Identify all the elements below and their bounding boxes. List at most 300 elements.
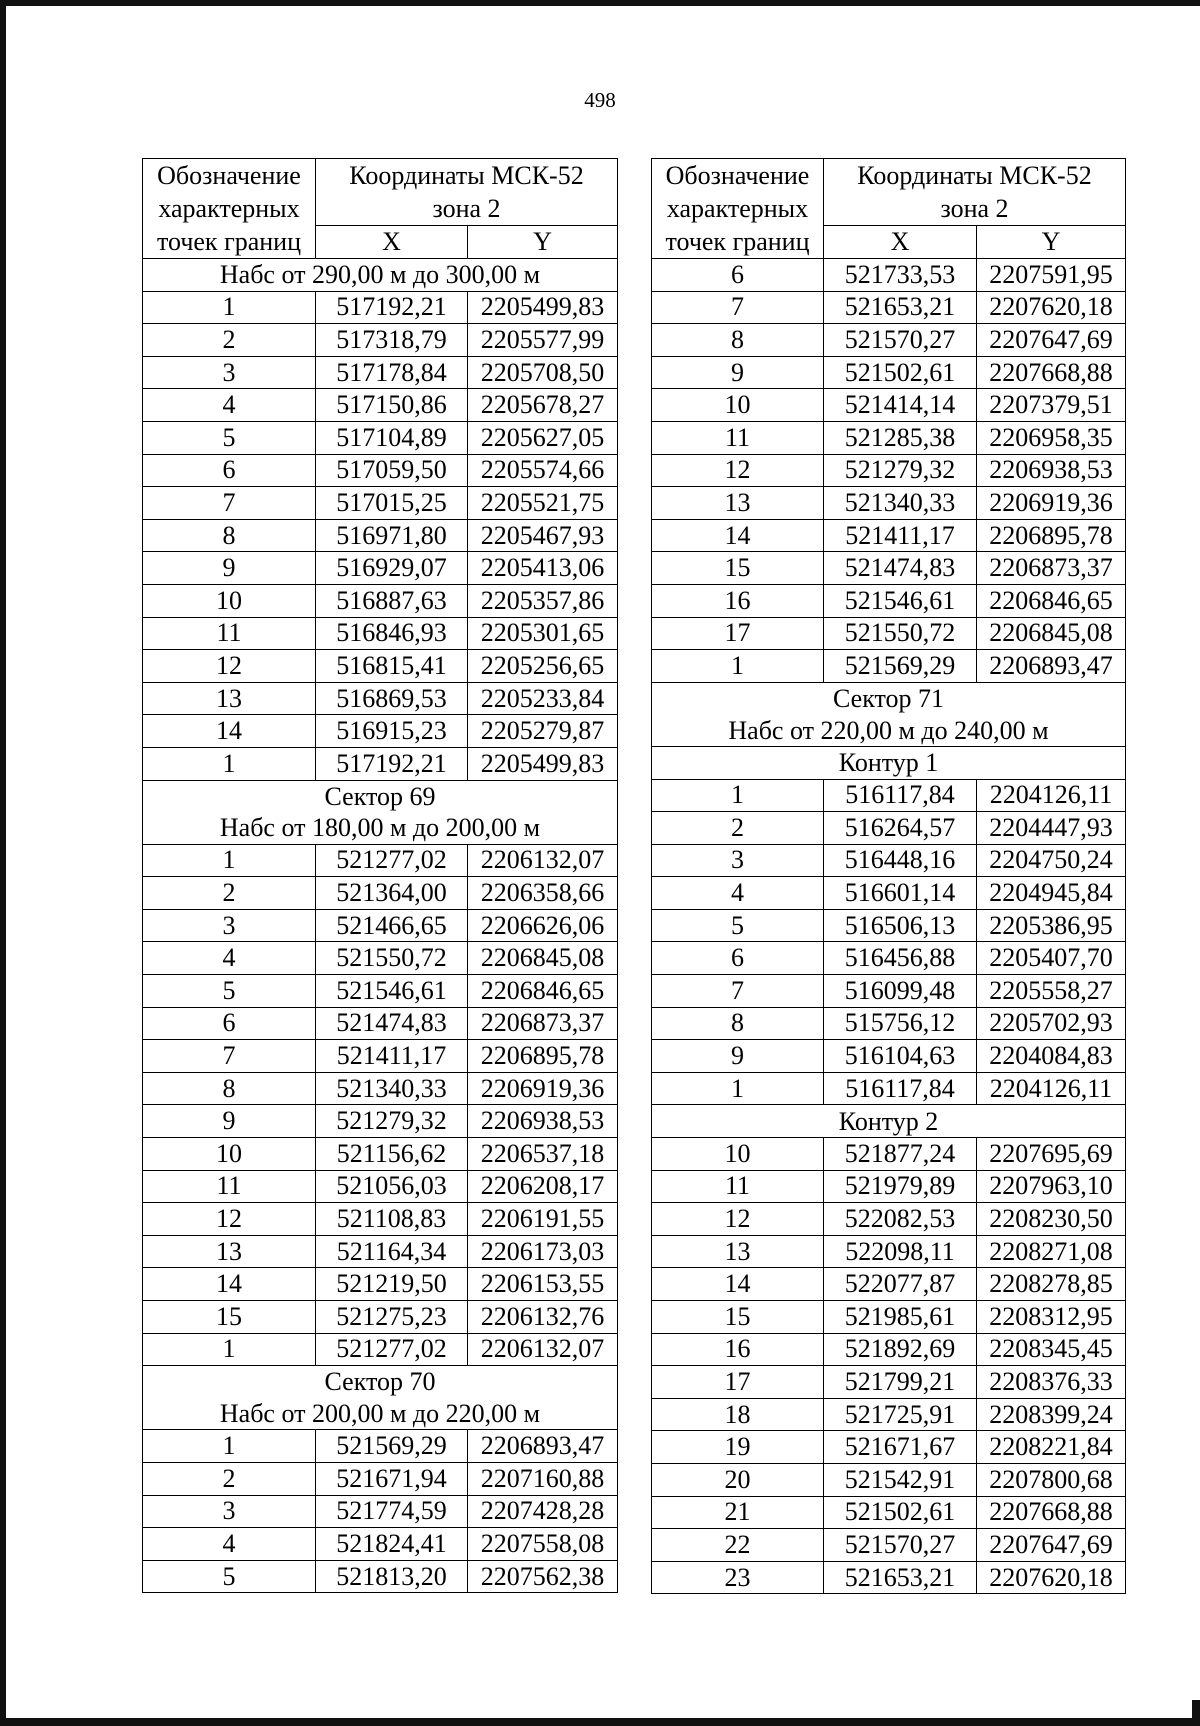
point-number-cell: 6: [652, 942, 824, 975]
x-coordinate-cell: 521546,61: [824, 584, 977, 617]
table-row: [652, 1268, 1126, 1301]
table-row: [143, 1430, 618, 1463]
section-row: [652, 714, 1126, 746]
x-coordinate-cell: 521569,29: [316, 1430, 468, 1463]
point-number-cell: 2: [143, 1462, 316, 1495]
point-number-cell: 4: [143, 389, 316, 422]
header-designation-line: точек границ: [665, 227, 810, 256]
x-coordinate-cell: 517178,84: [316, 356, 468, 389]
y-coordinate-cell: 2205279,87: [468, 715, 618, 748]
y-coordinate-cell: 2205627,05: [468, 421, 618, 454]
point-number-cell: 15: [652, 552, 824, 585]
y-coordinate-cell: 2208230,50: [977, 1203, 1126, 1236]
x-coordinate-cell: 521466,65: [316, 909, 468, 942]
table-row: [143, 1105, 618, 1138]
header-designation: [143, 159, 316, 259]
point-number-cell: 9: [143, 1105, 316, 1138]
point-number-cell: 2: [143, 877, 316, 910]
table-row: [652, 1040, 1126, 1073]
scan-border-right: [1192, 1700, 1200, 1726]
table-body: [143, 259, 618, 1593]
point-number-cell: 4: [143, 942, 316, 975]
y-coordinate-cell: 2206919,36: [468, 1072, 618, 1105]
y-coordinate-cell: 2206938,53: [977, 454, 1126, 487]
header-coordinates: [316, 159, 618, 226]
x-coordinate-cell: 516846,93: [316, 617, 468, 650]
y-coordinate-cell: 2206895,78: [468, 1040, 618, 1073]
x-coordinate-cell: 521340,33: [316, 1072, 468, 1105]
point-number-cell: 6: [652, 259, 824, 292]
x-coordinate-cell: 516915,23: [316, 715, 468, 748]
point-number-cell: 10: [652, 1138, 824, 1171]
point-number-cell: 13: [652, 487, 824, 520]
x-coordinate-cell: 521570,27: [824, 324, 977, 357]
x-coordinate-cell: 521542,91: [824, 1463, 977, 1496]
y-coordinate-cell: 2205357,86: [468, 584, 618, 617]
table-row: [143, 324, 618, 357]
table-row: [143, 975, 618, 1008]
point-number-cell: 11: [652, 1170, 824, 1203]
y-coordinate-cell: 2206895,78: [977, 519, 1126, 552]
table-row: [143, 389, 618, 422]
table-row: [652, 487, 1126, 520]
y-coordinate-cell: 2206938,53: [468, 1105, 618, 1138]
header-y: Y: [468, 226, 618, 259]
point-number-cell: 1: [143, 1333, 316, 1366]
point-number-cell: 16: [652, 584, 824, 617]
section-row: [652, 1105, 1126, 1138]
page-number: 498: [584, 88, 616, 112]
x-coordinate-cell: 521671,94: [316, 1462, 468, 1495]
table-row: [143, 1268, 618, 1301]
table-row: [143, 421, 618, 454]
y-coordinate-cell: 2206132,76: [468, 1301, 618, 1334]
table-row: [652, 519, 1126, 552]
section-row: [143, 259, 618, 292]
table-header: [143, 159, 618, 259]
table-row: [143, 942, 618, 975]
table-row: [652, 1203, 1126, 1236]
section-row: [143, 780, 618, 812]
y-coordinate-cell: 2207379,51: [977, 389, 1126, 422]
table-row: [143, 1528, 618, 1561]
table-row: [652, 779, 1126, 812]
point-number-cell: 8: [652, 1007, 824, 1040]
point-number-cell: 5: [143, 1560, 316, 1593]
table-row: [652, 584, 1126, 617]
x-coordinate-cell: 516117,84: [824, 1072, 977, 1105]
section-row: [652, 682, 1126, 714]
point-number-cell: 3: [143, 1495, 316, 1528]
table-row: [652, 1496, 1126, 1529]
y-coordinate-cell: 2204750,24: [977, 844, 1126, 877]
point-number-cell: 1: [652, 650, 824, 683]
y-coordinate-cell: 2207591,95: [977, 259, 1126, 292]
point-number-cell: 5: [143, 975, 316, 1008]
header-coordinates-line: Координаты МСК-52: [349, 161, 584, 191]
table-row: [652, 844, 1126, 877]
y-coordinate-cell: 2207558,08: [468, 1528, 618, 1561]
point-number-cell: 3: [143, 356, 316, 389]
x-coordinate-cell: 516456,88: [824, 942, 977, 975]
x-coordinate-cell: 521979,89: [824, 1170, 977, 1203]
table-row: [143, 844, 618, 877]
x-coordinate-cell: 521275,23: [316, 1301, 468, 1334]
point-number-cell: 12: [652, 1203, 824, 1236]
x-coordinate-cell: 516264,57: [824, 812, 977, 845]
x-coordinate-cell: 521279,32: [824, 454, 977, 487]
y-coordinate-cell: 2204084,83: [977, 1040, 1126, 1073]
scan-border-left: [0, 0, 6, 1726]
x-coordinate-cell: 516104,63: [824, 1040, 977, 1073]
point-number-cell: 15: [143, 1301, 316, 1334]
x-coordinate-cell: 516869,53: [316, 682, 468, 715]
y-coordinate-cell: 2205407,70: [977, 942, 1126, 975]
y-coordinate-cell: 2205467,93: [468, 519, 618, 552]
table-row: [652, 356, 1126, 389]
section-row: [143, 812, 618, 844]
x-coordinate-cell: 521474,83: [824, 552, 977, 585]
point-number-cell: 14: [652, 1268, 824, 1301]
point-number-cell: 12: [143, 1203, 316, 1236]
y-coordinate-cell: 2206358,66: [468, 877, 618, 910]
point-number-cell: 13: [652, 1235, 824, 1268]
table-row: [652, 1301, 1126, 1334]
y-coordinate-cell: 2206893,47: [977, 650, 1126, 683]
y-coordinate-cell: 2206132,07: [468, 1333, 618, 1366]
x-coordinate-cell: 522082,53: [824, 1203, 977, 1236]
section-heading: Сектор 71: [652, 682, 1126, 714]
y-coordinate-cell: 2206626,06: [468, 909, 618, 942]
point-number-cell: 9: [143, 552, 316, 585]
point-number-cell: 23: [652, 1561, 824, 1594]
y-coordinate-cell: 2206132,07: [468, 844, 618, 877]
x-coordinate-cell: 521411,17: [316, 1040, 468, 1073]
point-number-cell: 10: [143, 1138, 316, 1171]
point-number-cell: 8: [143, 1072, 316, 1105]
y-coordinate-cell: 2207668,88: [977, 1496, 1126, 1529]
table-row: [652, 1561, 1126, 1594]
x-coordinate-cell: 521550,72: [316, 942, 468, 975]
point-number-cell: 14: [143, 1268, 316, 1301]
y-coordinate-cell: 2206153,55: [468, 1268, 618, 1301]
y-coordinate-cell: 2207160,88: [468, 1462, 618, 1495]
y-coordinate-cell: 2208278,85: [977, 1268, 1126, 1301]
x-coordinate-cell: 521502,61: [824, 356, 977, 389]
header-designation-line: Обозначение: [665, 161, 810, 190]
table-row: [143, 650, 618, 683]
x-coordinate-cell: 517150,86: [316, 389, 468, 422]
point-number-cell: 3: [652, 844, 824, 877]
point-number-cell: 16: [652, 1333, 824, 1366]
x-coordinate-cell: 517318,79: [316, 324, 468, 357]
x-coordinate-cell: 521277,02: [316, 844, 468, 877]
point-number-cell: 20: [652, 1463, 824, 1496]
table-body: [652, 259, 1126, 1594]
point-number-cell: 12: [652, 454, 824, 487]
table-row: [143, 1560, 618, 1593]
x-coordinate-cell: 516448,16: [824, 844, 977, 877]
header-x: X: [316, 226, 468, 259]
y-coordinate-cell: 2205708,50: [468, 356, 618, 389]
table-row: [652, 812, 1126, 845]
point-number-cell: 3: [143, 909, 316, 942]
y-coordinate-cell: 2208312,95: [977, 1301, 1126, 1334]
table-row: [143, 1301, 618, 1334]
x-coordinate-cell: 521364,00: [316, 877, 468, 910]
point-number-cell: 7: [652, 975, 824, 1008]
x-coordinate-cell: 516887,63: [316, 584, 468, 617]
y-coordinate-cell: 2207963,10: [977, 1170, 1126, 1203]
table-row: [143, 519, 618, 552]
section-heading: Контур 2: [652, 1105, 1126, 1138]
point-number-cell: 10: [143, 584, 316, 617]
table-row: [652, 259, 1126, 292]
x-coordinate-cell: 521156,62: [316, 1138, 468, 1171]
table-row: [652, 1170, 1126, 1203]
x-coordinate-cell: 521569,29: [824, 650, 977, 683]
x-coordinate-cell: 521056,03: [316, 1170, 468, 1203]
point-number-cell: 11: [143, 1170, 316, 1203]
x-coordinate-cell: 516506,13: [824, 909, 977, 942]
x-coordinate-cell: 521340,33: [824, 487, 977, 520]
table-row: [143, 1235, 618, 1268]
point-number-cell: 14: [143, 715, 316, 748]
y-coordinate-cell: 2207647,69: [977, 324, 1126, 357]
y-coordinate-cell: 2205574,66: [468, 454, 618, 487]
table-row: [652, 650, 1126, 683]
x-coordinate-cell: 515756,12: [824, 1007, 977, 1040]
y-coordinate-cell: 2206845,08: [468, 942, 618, 975]
x-coordinate-cell: 521414,14: [824, 389, 977, 422]
table-row: [652, 1333, 1126, 1366]
x-coordinate-cell: 521570,27: [824, 1529, 977, 1562]
header-y: Y: [977, 226, 1126, 259]
header-coordinates-line: зона 2: [432, 194, 501, 224]
y-coordinate-cell: 2206208,17: [468, 1170, 618, 1203]
section-heading: Сектор 69: [143, 780, 618, 812]
table-row: [143, 747, 618, 780]
table-row: [143, 682, 618, 715]
table-row: [652, 291, 1126, 324]
x-coordinate-cell: 516971,80: [316, 519, 468, 552]
scan-border-bottom: [0, 1718, 1200, 1726]
header-coordinates-line: Координаты МСК-52: [857, 161, 1092, 191]
point-number-cell: 7: [652, 291, 824, 324]
point-number-cell: 6: [143, 454, 316, 487]
point-number-cell: 2: [143, 324, 316, 357]
table-row: [652, 1431, 1126, 1464]
y-coordinate-cell: 2207428,28: [468, 1495, 618, 1528]
x-coordinate-cell: 516099,48: [824, 975, 977, 1008]
point-number-cell: 15: [652, 1301, 824, 1334]
section-row: [143, 1366, 618, 1398]
point-number-cell: 14: [652, 519, 824, 552]
point-number-cell: 5: [652, 909, 824, 942]
table-row: [143, 1495, 618, 1528]
point-number-cell: 13: [143, 1235, 316, 1268]
x-coordinate-cell: 516815,41: [316, 650, 468, 683]
x-coordinate-cell: 521502,61: [824, 1496, 977, 1529]
x-coordinate-cell: 521411,17: [824, 519, 977, 552]
table-row: [652, 1072, 1126, 1105]
y-coordinate-cell: 2204945,84: [977, 877, 1126, 910]
y-coordinate-cell: 2208221,84: [977, 1431, 1126, 1464]
y-coordinate-cell: 2207647,69: [977, 1529, 1126, 1562]
section-heading: Контур 1: [652, 746, 1126, 779]
table-row: [652, 1398, 1126, 1431]
y-coordinate-cell: 2207668,88: [977, 356, 1126, 389]
point-number-cell: 6: [143, 1007, 316, 1040]
table-row: [652, 324, 1126, 357]
scan-border-top: [0, 0, 1200, 6]
y-coordinate-cell: 2205499,83: [468, 291, 618, 324]
y-coordinate-cell: 2206846,65: [977, 584, 1126, 617]
y-coordinate-cell: 2206873,37: [468, 1007, 618, 1040]
y-coordinate-cell: 2208399,24: [977, 1398, 1126, 1431]
point-number-cell: 1: [143, 844, 316, 877]
x-coordinate-cell: 517192,21: [316, 291, 468, 324]
point-number-cell: 10: [652, 389, 824, 422]
point-number-cell: 5: [143, 421, 316, 454]
section-heading: Набс от 220,00 м до 240,00 м: [652, 714, 1126, 746]
point-number-cell: 11: [652, 421, 824, 454]
y-coordinate-cell: 2208376,33: [977, 1366, 1126, 1399]
section-heading: Набс от 200,00 м до 220,00 м: [143, 1398, 618, 1430]
point-number-cell: 7: [143, 487, 316, 520]
table-row: [652, 1366, 1126, 1399]
point-number-cell: 1: [143, 291, 316, 324]
point-number-cell: 18: [652, 1398, 824, 1431]
table-header: [652, 159, 1126, 259]
table-row: [652, 1463, 1126, 1496]
table-row: [652, 1529, 1126, 1562]
point-number-cell: 13: [143, 682, 316, 715]
x-coordinate-cell: 521877,24: [824, 1138, 977, 1171]
header-designation: [652, 159, 824, 259]
table-row: [652, 877, 1126, 910]
x-coordinate-cell: 521725,91: [824, 1398, 977, 1431]
x-coordinate-cell: 521733,53: [824, 259, 977, 292]
x-coordinate-cell: 521653,21: [824, 291, 977, 324]
y-coordinate-cell: 2205558,27: [977, 975, 1126, 1008]
x-coordinate-cell: 517192,21: [316, 747, 468, 780]
y-coordinate-cell: 2207562,38: [468, 1560, 618, 1593]
header-coordinates: [824, 159, 1126, 226]
table-row: [143, 1462, 618, 1495]
y-coordinate-cell: 2205256,65: [468, 650, 618, 683]
x-coordinate-cell: 517015,25: [316, 487, 468, 520]
table-row: [143, 1138, 618, 1171]
point-number-cell: 8: [143, 519, 316, 552]
section-row: [143, 1398, 618, 1430]
table-row: [143, 487, 618, 520]
x-coordinate-cell: 521550,72: [824, 617, 977, 650]
header-designation-line: точек границ: [156, 227, 302, 256]
header-designation-line: характерных: [666, 194, 809, 223]
point-number-cell: 4: [143, 1528, 316, 1561]
y-coordinate-cell: 2205233,84: [468, 682, 618, 715]
x-coordinate-cell: 521985,61: [824, 1301, 977, 1334]
point-number-cell: 1: [143, 747, 316, 780]
point-number-cell: 4: [652, 877, 824, 910]
y-coordinate-cell: 2205702,93: [977, 1007, 1126, 1040]
point-number-cell: 9: [652, 356, 824, 389]
table-row: [652, 617, 1126, 650]
table-row: [143, 1333, 618, 1366]
point-number-cell: 1: [652, 779, 824, 812]
table-row: [143, 1072, 618, 1105]
table-row: [652, 975, 1126, 1008]
y-coordinate-cell: 2206846,65: [468, 975, 618, 1008]
table-row: [143, 584, 618, 617]
x-coordinate-cell: 521279,32: [316, 1105, 468, 1138]
table-row: [652, 1138, 1126, 1171]
point-number-cell: 17: [652, 1366, 824, 1399]
table-row: [143, 1203, 618, 1236]
x-coordinate-cell: 521671,67: [824, 1431, 977, 1464]
point-number-cell: 11: [143, 617, 316, 650]
section-heading: Набс от 180,00 м до 200,00 м: [143, 812, 618, 844]
x-coordinate-cell: 521653,21: [824, 1561, 977, 1594]
table-row: [143, 1040, 618, 1073]
y-coordinate-cell: 2207800,68: [977, 1463, 1126, 1496]
x-coordinate-cell: 517059,50: [316, 454, 468, 487]
coordinates-table-right: [651, 158, 1126, 1594]
table-row: [652, 1007, 1126, 1040]
x-coordinate-cell: 516117,84: [824, 779, 977, 812]
y-coordinate-cell: 2207695,69: [977, 1138, 1126, 1171]
y-coordinate-cell: 2205386,95: [977, 909, 1126, 942]
y-coordinate-cell: 2206919,36: [977, 487, 1126, 520]
x-coordinate-cell: 521813,20: [316, 1560, 468, 1593]
y-coordinate-cell: 2204447,93: [977, 812, 1126, 845]
x-coordinate-cell: 521164,34: [316, 1235, 468, 1268]
y-coordinate-cell: 2204126,11: [977, 1072, 1126, 1105]
table-row: [143, 1007, 618, 1040]
y-coordinate-cell: 2206537,18: [468, 1138, 618, 1171]
coordinates-table-left: [142, 158, 618, 1593]
table-row: [143, 617, 618, 650]
header-designation-line: характерных: [158, 194, 300, 223]
table-row: [143, 715, 618, 748]
y-coordinate-cell: 2205577,99: [468, 324, 618, 357]
y-coordinate-cell: 2207620,18: [977, 291, 1126, 324]
section-heading: Набс от 290,00 м до 300,00 м: [143, 259, 618, 292]
x-coordinate-cell: 516929,07: [316, 552, 468, 585]
table-row: [143, 877, 618, 910]
x-coordinate-cell: 516601,14: [824, 877, 977, 910]
table-row: [652, 942, 1126, 975]
table-row: [143, 1170, 618, 1203]
y-coordinate-cell: 2208345,45: [977, 1333, 1126, 1366]
x-coordinate-cell: 521799,21: [824, 1366, 977, 1399]
point-number-cell: 22: [652, 1529, 824, 1562]
point-number-cell: 21: [652, 1496, 824, 1529]
table-row: [652, 454, 1126, 487]
y-coordinate-cell: 2205678,27: [468, 389, 618, 422]
y-coordinate-cell: 2205521,75: [468, 487, 618, 520]
header-designation-line: Обозначение: [157, 161, 301, 190]
table-row: [652, 552, 1126, 585]
table-row: [652, 1235, 1126, 1268]
point-number-cell: 7: [143, 1040, 316, 1073]
y-coordinate-cell: 2205413,06: [468, 552, 618, 585]
x-coordinate-cell: 521892,69: [824, 1333, 977, 1366]
section-heading: Сектор 70: [143, 1366, 618, 1398]
x-coordinate-cell: 521824,41: [316, 1528, 468, 1561]
header-coordinates-line: зона 2: [940, 194, 1009, 224]
